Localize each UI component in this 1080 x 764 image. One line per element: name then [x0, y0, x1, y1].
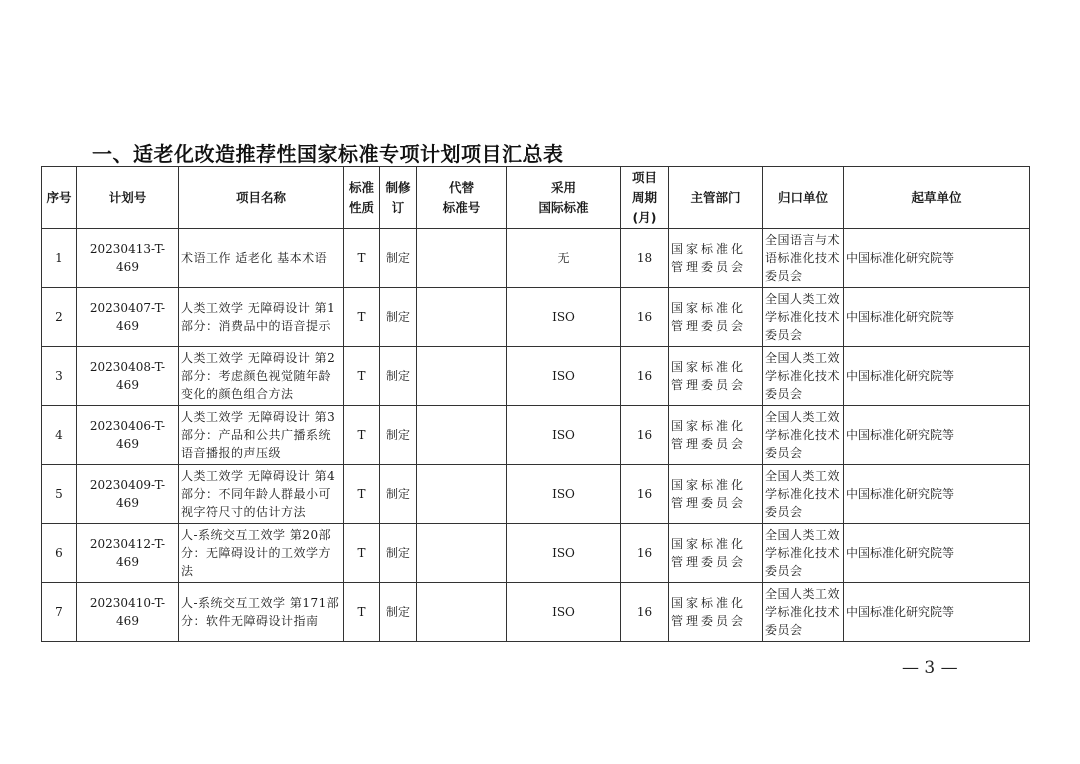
cell-tc: 全国人类工效学标准化技术委员会 [763, 347, 844, 406]
table-row [42, 347, 1030, 406]
cell-plan-no: 20230412-T-469 [77, 524, 179, 583]
cell-project-name: 术语工作 适老化 基本术语 [179, 229, 344, 288]
cell-dept: 国家标准化管理委员会 [669, 524, 763, 583]
cell-nature: T [344, 465, 380, 524]
cell-project-name: 人类工效学 无障碍设计 第2部分：考虑颜色视觉随年龄变化的颜色组合方法 [179, 347, 344, 406]
header-period: 项目 周期 (月) [621, 167, 669, 229]
cell-intl-standard: 无 [507, 229, 621, 288]
table-row [42, 583, 1030, 642]
cell-replaces [417, 524, 507, 583]
cell-revision: 制定 [380, 229, 417, 288]
cell-dept: 国家标准化管理委员会 [669, 229, 763, 288]
cell-no: 7 [42, 583, 77, 642]
cell-plan-no: 20230410-T-469 [77, 583, 179, 642]
cell-tc: 全国人类工效学标准化技术委员会 [763, 406, 844, 465]
cell-intl-standard: ISO [507, 583, 621, 642]
cell-no: 1 [42, 229, 77, 288]
cell-drafter: 中国标准化研究院等 [844, 524, 1030, 583]
header-project-name: 项目名称 [179, 167, 344, 229]
cell-replaces [417, 465, 507, 524]
cell-revision: 制定 [380, 524, 417, 583]
cell-revision: 制定 [380, 347, 417, 406]
cell-tc: 全国人类工效学标准化技术委员会 [763, 524, 844, 583]
cell-drafter: 中国标准化研究院等 [844, 465, 1030, 524]
cell-drafter: 中国标准化研究院等 [844, 288, 1030, 347]
document-title: 一、适老化改造推荐性国家标准专项计划项目汇总表 [92, 142, 564, 166]
cell-dept: 国家标准化管理委员会 [669, 347, 763, 406]
table-row [42, 229, 1030, 288]
cell-drafter: 中国标准化研究院等 [844, 406, 1030, 465]
cell-plan-no: 20230407-T-469 [77, 288, 179, 347]
header-plan-no: 计划号 [77, 167, 179, 229]
cell-drafter: 中国标准化研究院等 [844, 583, 1030, 642]
cell-intl-standard: ISO [507, 465, 621, 524]
cell-project-name: 人类工效学 无障碍设计 第1部分：消费品中的语音提示 [179, 288, 344, 347]
cell-period: 16 [621, 583, 669, 642]
cell-revision: 制定 [380, 288, 417, 347]
cell-period: 16 [621, 465, 669, 524]
cell-tc: 全国人类工效学标准化技术委员会 [763, 465, 844, 524]
header-nature: 标准 性质 [344, 167, 380, 229]
cell-tc: 全国人类工效学标准化技术委员会 [763, 583, 844, 642]
cell-drafter: 中国标准化研究院等 [844, 229, 1030, 288]
cell-intl-standard: ISO [507, 288, 621, 347]
cell-replaces [417, 229, 507, 288]
cell-tc: 全国人类工效学标准化技术委员会 [763, 288, 844, 347]
table-row [42, 288, 1030, 347]
cell-dept: 国家标准化管理委员会 [669, 583, 763, 642]
page-number: — 3 — [902, 658, 958, 678]
table-row [42, 465, 1030, 524]
header-revision: 制修 订 [380, 167, 417, 229]
cell-replaces [417, 347, 507, 406]
header-dept: 主管部门 [669, 167, 763, 229]
cell-no: 4 [42, 406, 77, 465]
table-header-row [42, 167, 1030, 229]
cell-nature: T [344, 583, 380, 642]
cell-period: 18 [621, 229, 669, 288]
header-no: 序号 [42, 167, 77, 229]
cell-plan-no: 20230408-T-469 [77, 347, 179, 406]
header-drafter: 起草单位 [844, 167, 1030, 229]
cell-period: 16 [621, 406, 669, 465]
cell-project-name: 人类工效学 无障碍设计 第4部分：不同年龄人群最小可视字符尺寸的估计方法 [179, 465, 344, 524]
cell-tc: 全国语言与术语标准化技术委员会 [763, 229, 844, 288]
cell-intl-standard: ISO [507, 347, 621, 406]
header-tc: 归口单位 [763, 167, 844, 229]
cell-period: 16 [621, 288, 669, 347]
cell-nature: T [344, 406, 380, 465]
cell-nature: T [344, 229, 380, 288]
plan-summary-table [41, 166, 1030, 642]
cell-period: 16 [621, 524, 669, 583]
cell-revision: 制定 [380, 465, 417, 524]
cell-intl-standard: ISO [507, 406, 621, 465]
table-row [42, 406, 1030, 465]
header-intl-standard: 采用 国际标准 [507, 167, 621, 229]
cell-project-name: 人类工效学 无障碍设计 第3部分：产品和公共广播系统语音播报的声压级 [179, 406, 344, 465]
cell-nature: T [344, 288, 380, 347]
cell-nature: T [344, 524, 380, 583]
cell-revision: 制定 [380, 583, 417, 642]
cell-no: 3 [42, 347, 77, 406]
cell-plan-no: 20230406-T-469 [77, 406, 179, 465]
table-row [42, 524, 1030, 583]
cell-dept: 国家标准化管理委员会 [669, 288, 763, 347]
cell-project-name: 人-系统交互工效学 第20部分：无障碍设计的工效学方法 [179, 524, 344, 583]
cell-replaces [417, 583, 507, 642]
cell-no: 5 [42, 465, 77, 524]
cell-replaces [417, 406, 507, 465]
cell-revision: 制定 [380, 406, 417, 465]
cell-nature: T [344, 347, 380, 406]
cell-intl-standard: ISO [507, 524, 621, 583]
cell-period: 16 [621, 347, 669, 406]
cell-drafter: 中国标准化研究院等 [844, 347, 1030, 406]
header-replaces: 代替 标准号 [417, 167, 507, 229]
cell-plan-no: 20230413-T-469 [77, 229, 179, 288]
cell-dept: 国家标准化管理委员会 [669, 406, 763, 465]
cell-replaces [417, 288, 507, 347]
cell-no: 2 [42, 288, 77, 347]
cell-dept: 国家标准化管理委员会 [669, 465, 763, 524]
cell-no: 6 [42, 524, 77, 583]
cell-plan-no: 20230409-T-469 [77, 465, 179, 524]
cell-project-name: 人-系统交互工效学 第171部分：软件无障碍设计指南 [179, 583, 344, 642]
